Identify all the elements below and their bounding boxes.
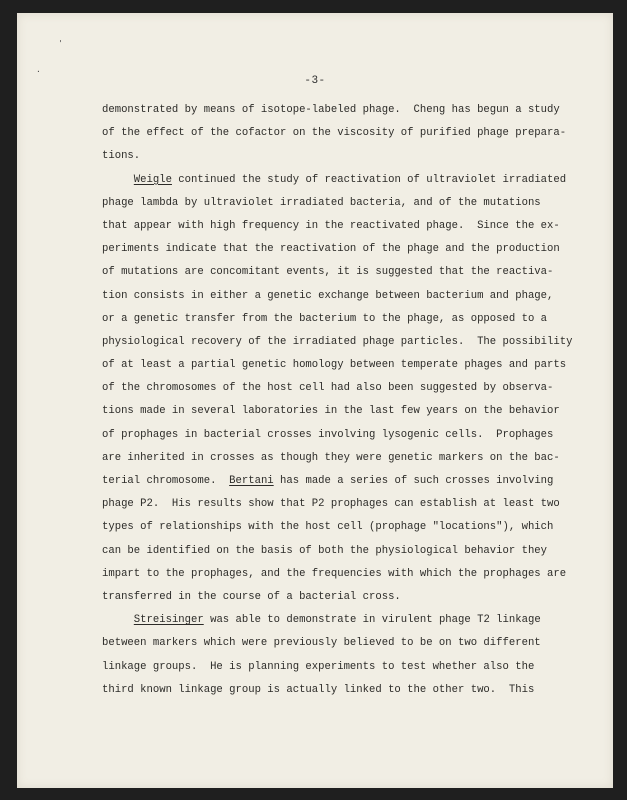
text-segment: tions made in several laboratories in the last few years on the behavior bbox=[102, 405, 560, 418]
text-segment: transferred in the course of a bacterial cross. bbox=[102, 590, 401, 603]
text-line bbox=[102, 400, 602, 423]
text-line bbox=[102, 331, 602, 354]
text-line bbox=[102, 261, 602, 284]
text-line bbox=[102, 215, 602, 238]
text-line bbox=[102, 145, 602, 168]
underlined-name: Streisinger bbox=[133, 614, 204, 627]
text-line bbox=[102, 586, 602, 609]
text-segment: was able to demonstrate in virulent phage T2 linkage bbox=[203, 614, 541, 627]
text-segment: between markers which were previously believed to be on two different bbox=[102, 637, 541, 650]
text-segment: of the chromosomes of the host cell had also been suggested by observa- bbox=[102, 382, 554, 395]
underlined-name: Weigle bbox=[133, 173, 172, 186]
text-segment: phage P2. His results show that P2 prophages can establish at least two bbox=[102, 498, 560, 511]
text-line bbox=[102, 447, 602, 470]
text-segment: physiological recovery of the irradiated phage particles. The possibility bbox=[102, 335, 573, 348]
text-line bbox=[102, 285, 602, 308]
text-segment: terial chromosome. bbox=[102, 475, 230, 487]
text-segment: of mutations are concomitant events, it is suggested that the reactiva- bbox=[102, 266, 554, 279]
text-segment: periments indicate that the reactivation of the phage and the production bbox=[102, 243, 560, 256]
text-line bbox=[102, 656, 602, 679]
text-line bbox=[102, 238, 602, 261]
text-segment: phage lambda by ultraviolet irradiated bacteria, and of the mutations bbox=[102, 196, 541, 209]
text-segment: third known linkage group is actually linked to the other two. This bbox=[102, 683, 535, 696]
text-segment: can be identified on the basis of both the physiological behavior they bbox=[102, 544, 548, 557]
text-line bbox=[102, 424, 602, 447]
text-line bbox=[102, 470, 602, 493]
text-segment: impart to the prophages, and the frequencies with which the prophages are bbox=[102, 567, 567, 580]
text-segment bbox=[102, 614, 134, 626]
text-line bbox=[102, 516, 602, 539]
text-line bbox=[102, 563, 602, 586]
margin-mark: . bbox=[36, 65, 41, 74]
body-text bbox=[102, 99, 602, 702]
text-line bbox=[102, 192, 602, 215]
text-line bbox=[102, 493, 602, 516]
text-line bbox=[102, 354, 602, 377]
text-line bbox=[102, 632, 602, 655]
text-segment: are inherited in crosses as though they were genetic markers on the bac- bbox=[102, 451, 560, 464]
text-line bbox=[102, 169, 602, 192]
document-page bbox=[17, 13, 613, 788]
text-segment: types of relationships with the host cell (prophage "locations"), which bbox=[102, 521, 554, 534]
text-segment: of prophages in bacterial crosses involving lysogenic cells. Prophages bbox=[102, 428, 554, 441]
text-segment: tion consists in either a genetic exchange between bacterium and phage, bbox=[102, 289, 554, 302]
text-line bbox=[102, 679, 602, 702]
text-segment: of at least a partial genetic homology between temperate phages and parts bbox=[102, 359, 567, 372]
text-line bbox=[102, 540, 602, 563]
text-segment: of the effect of the cofactor on the viscosity of purified phage prepara- bbox=[102, 127, 567, 140]
text-line bbox=[102, 609, 602, 632]
text-segment: tions. bbox=[102, 150, 141, 163]
text-line bbox=[102, 99, 602, 122]
text-segment: demonstrated by means of isotope-labeled phage. Cheng has begun a study bbox=[102, 104, 560, 116]
text-segment bbox=[102, 174, 134, 186]
margin-mark: ' bbox=[58, 39, 63, 48]
text-segment: has made a series of such crosses involving bbox=[273, 475, 554, 487]
text-line bbox=[102, 308, 602, 331]
text-segment: continued the study of reactivation of ultraviolet irradiated bbox=[171, 173, 567, 186]
text-line bbox=[102, 377, 602, 400]
underlined-name: Bertani bbox=[229, 475, 274, 487]
text-line bbox=[102, 122, 602, 145]
text-segment: that appear with high frequency in the reactivated phage. Since the ex- bbox=[102, 219, 560, 232]
text-segment: linkage groups. He is planning experiments to test whether also the bbox=[102, 660, 535, 673]
text-segment: or a genetic transfer from the bacterium to the phage, as opposed to a bbox=[102, 312, 548, 325]
page-number: -3- bbox=[304, 75, 326, 87]
